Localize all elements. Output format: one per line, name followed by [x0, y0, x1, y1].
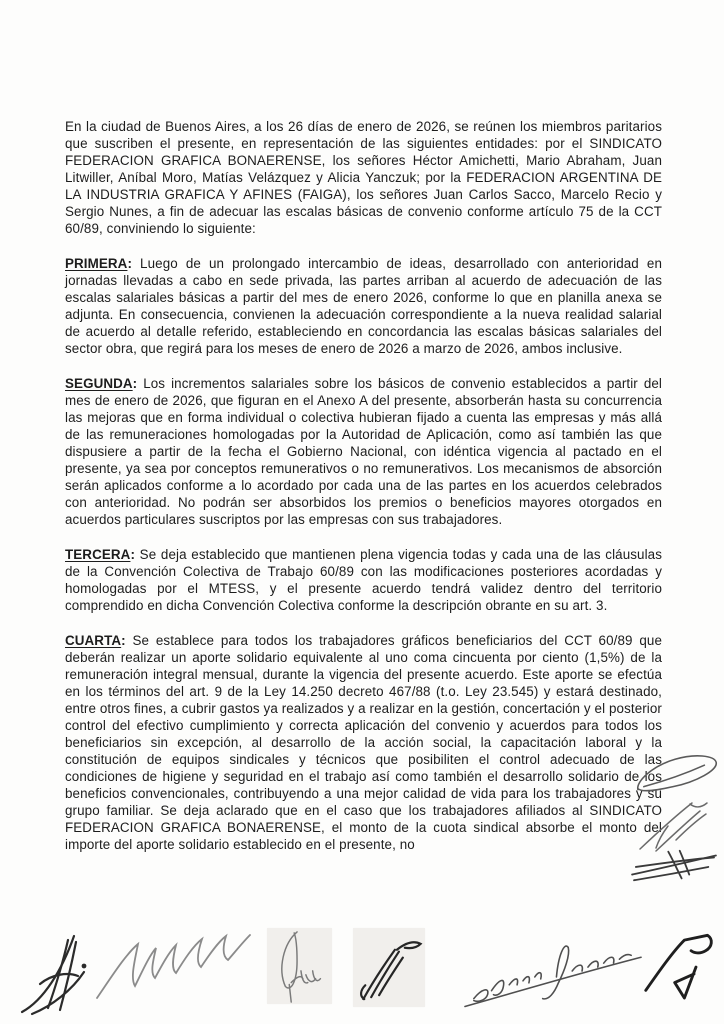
- handwritten-signature-3: [267, 928, 332, 1004]
- signature-cursive-underline-icon: [462, 933, 644, 1013]
- clause-label: PRIMERA: [65, 256, 128, 271]
- clause-separator: :: [130, 547, 135, 562]
- signature-dark-diagonal-icon: [353, 928, 425, 1007]
- clause-separator: :: [127, 256, 133, 271]
- signature-loop-scribble-icon: [267, 928, 332, 1004]
- clause-label: CUARTA: [65, 633, 122, 648]
- signature-angular-flag-icon: [640, 928, 722, 1014]
- clause-text: Luego de un prolongado intercambio de ideas, desarrollado con anterioridad en jornadas llevadas a cabo en sede privada, las partes arriban al acuerdo de adecuación de las escalas salariales básicas a partir del mes de enero 2026, conforme lo que en planilla anexa se adjunta. En consecuencia, convienen la adecuación correspondiente a la nueva realidad salarial de acuerdo al detalle referido, estableciendo en concordancia las escalas básicas salariales del sector obra, que regirá para los meses de enero de 2026 a marzo de 2026, ambos inclusive.: [65, 256, 662, 356]
- clause-separator: :: [132, 376, 138, 391]
- handwritten-signature-6: [640, 928, 722, 1014]
- clause-paragraph-segunda: [65, 375, 662, 528]
- clause-label: SEGUNDA: [65, 376, 133, 391]
- handwritten-signature-5: [462, 933, 644, 1013]
- clause-text: Se deja establecido que mantienen plena vigencia todas y cada una de las cláusulas de la Convención Colectiva de Trabajo 60/89 con las modificaciones posteriores acordadas y homologadas por el MTESS, y el presente acuerdo tendrá validez dentro del territorio comprendido en dicha Convención Colectiva conforme la descripción obrante en su art. 3.: [65, 547, 662, 613]
- clause-paragraph-tercera: [65, 546, 662, 614]
- crossed-lines-icon: [626, 846, 722, 886]
- handwritten-signature-4: [353, 928, 425, 1007]
- intro-paragraph: En la ciudad de Buenos Aires, a los 26 días de enero de 2026, se reúnen los miembros paritarios que suscriben el presente, en representación de las siguientes entidades: por el SINDICATO FEDERACION GRAFICA BONAERENSE, los señores Héctor Amichetti, Mario Abraham, Juan Litwiller, Aníbal Moro, Matías Velázquez y Alicia Yanczuk; por la FEDERACION ARGENTINA DE LA INDUSTRIA GRAFICA Y AFINES (FAIGA), los señores Juan Carlos Sacco, Marcelo Recio y Sergio Nunes, a fin de adecuar las escalas básicas de convenio conforme artículo 75 de la CCT 60/89, conviniendo lo siguiente:: [65, 119, 662, 236]
- signature-cursive-loops-icon: [92, 928, 257, 1003]
- clause-separator: :: [121, 633, 126, 648]
- clause-text: Se establece para todos los trabajadores gráficos beneficiarios del CCT 60/89 que deberán realizar un aporte solidario equivalente al uno coma cincuenta por ciento (1,5%) de la remuneración integral mensual, durante la vigencia del presente acuerdo. Este aporte se efectúa en los términos del art. 9 de la Ley 14.250 decreto 467/88 (t.o. Ley 23.545) y estará destinado, entre otros fines, a cubrir gastos ya realizados y a realizar en la gestión, concertación y el posterior control del efectivo cumplimiento y correcta aplicación del convenio y acuerdos para todos los beneficiarios sin excepción, al desarrollo de la acción social, la capacitación laboral y la constitución de equipos sindicales y técnicos que posibiliten el control adecuado de las condiciones de higiene y seguridad en el trabajo así como también el desarrollo solidario de los beneficios convencionales, contribuyendo a una mejor calidad de vida para los trabajadores y su grupo familiar. Se deja aclarado que en el caso que los trabajadores afiliados al SINDICATO FEDERACION GRAFICA BONAERENSE, el monto de la cuota sindical absorbe el monto del importe del aporte solidario establecido en el presente, no: [65, 633, 662, 852]
- document-body: [65, 118, 662, 871]
- clause-paragraph-primera: [65, 255, 662, 357]
- margin-initial-slashes: [632, 796, 722, 852]
- handwritten-signature-2: [92, 928, 257, 1003]
- clause-label: TERCERA: [65, 547, 131, 562]
- margin-initial-crossed: [626, 846, 722, 886]
- margin-initial-oval: [634, 748, 722, 796]
- clause-paragraph-cuarta: [65, 632, 662, 853]
- diagonal-slashes-icon: [632, 796, 722, 852]
- clause-text: Los incrementos salariales sobre los básicos de convenio establecidos a partir del mes de enero de 2026, que figuran en el Anexo A del presente, absorberán hasta su concurrencia las mejoras que en forma individual o colectiva hubieran fijado a cuenta las empresas y más allá de las remuneraciones homologadas por la Autoridad de Aplicación, como así también las que dispusiere a partir de la fecha el Gobierno Nacional, con idéntica vigencia al pactado en el presente, ya sea por conceptos remunerativos o no remunerativos. Los mecanismos de absorción serán aplicados conforme a lo acordado por cada una de las partes en los acuerdos celebrados con anterioridad. No podrán ser absorbidos los premios o beneficios mayores otorgados en acuerdos particulares suscriptos por las empresas con sus trabajadores.: [65, 376, 662, 527]
- oval-scribble-icon: [634, 748, 722, 796]
